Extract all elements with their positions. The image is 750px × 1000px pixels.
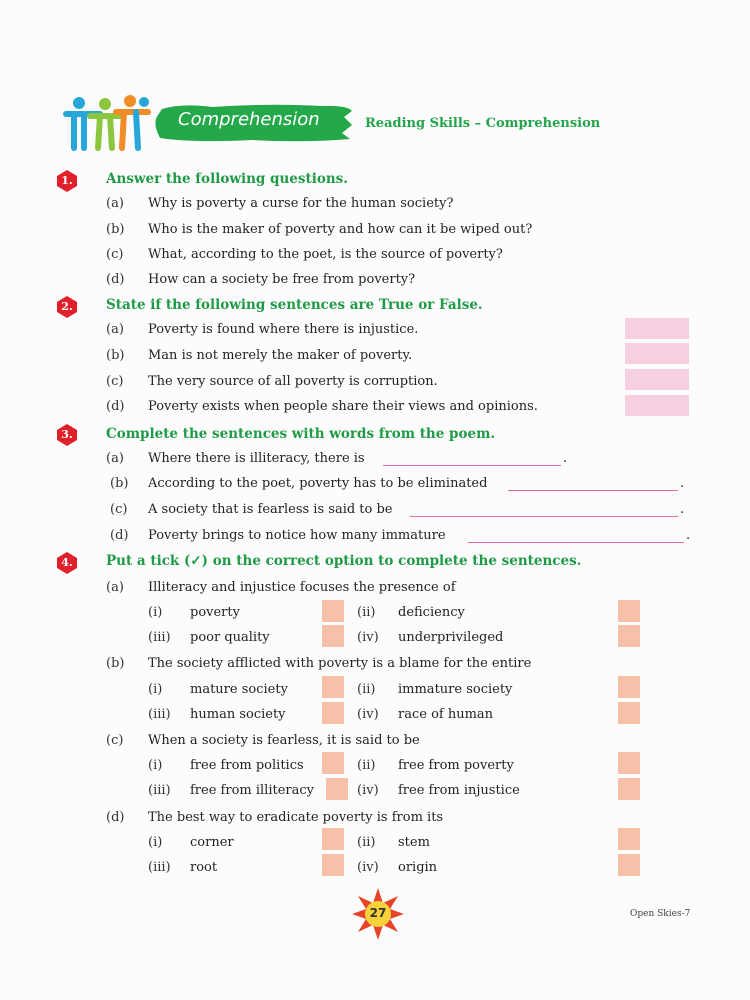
mcq-stem: Illiteracy and injustice focuses the presence of (148, 580, 456, 595)
sentence-text: Poverty brings to notice how many immature (148, 528, 446, 543)
section-banner-title: Comprehension (178, 109, 320, 130)
option-text: mature society (190, 682, 288, 697)
tick-box[interactable] (322, 828, 344, 850)
sentence-end-mark: . (680, 476, 685, 491)
option-label: (iii) (148, 630, 171, 645)
tick-box[interactable] (322, 676, 344, 698)
option-label: (iv) (357, 630, 379, 645)
item-label: (c) (106, 374, 124, 389)
item-label: (d) (106, 810, 125, 825)
option-label: (iv) (357, 707, 379, 722)
question-text: How can a society be free from poverty? (148, 272, 416, 287)
sentence-text: A society that is fearless is said to be (148, 502, 393, 517)
option-text: immature society (398, 682, 513, 697)
item-label: (d) (106, 399, 125, 414)
section-subtitle: Reading Skills – Comprehension (365, 116, 601, 131)
item-label: (a) (106, 451, 124, 466)
sentence-end-mark: . (680, 502, 685, 517)
item-label: (c) (110, 502, 128, 517)
option-text: poor quality (190, 630, 270, 645)
item-label: (d) (106, 272, 125, 287)
option-text: poverty (190, 605, 240, 620)
sentence-text: Where there is illiteracy, there is (148, 451, 365, 466)
tick-box[interactable] (618, 625, 640, 647)
statement-text: Man is not merely the maker of poverty. (148, 348, 413, 363)
option-text: origin (398, 860, 438, 875)
sentence-end-mark: . (686, 528, 691, 543)
question-text: Why is poverty a curse for the human society? (148, 196, 454, 211)
sentence-end-mark: . (563, 451, 568, 466)
statement-text: The very source of all poverty is corruption. (148, 374, 438, 389)
fill-blank-line[interactable] (410, 516, 678, 517)
option-text: race of human (398, 707, 494, 722)
option-text: root (190, 860, 218, 875)
question-1-heading: Answer the following questions. (106, 171, 348, 187)
option-text: underprivileged (398, 630, 504, 645)
item-label: (a) (106, 196, 124, 211)
option-label: (ii) (357, 835, 376, 850)
mcq-stem: When a society is fearless, it is said to be (148, 733, 420, 748)
true-false-answer-box[interactable] (625, 395, 689, 416)
option-text: human society (190, 707, 286, 722)
item-label: (a) (106, 580, 124, 595)
option-label: (ii) (357, 605, 376, 620)
true-false-answer-box[interactable] (625, 369, 689, 390)
option-label: (ii) (357, 758, 376, 773)
item-label: (b) (106, 222, 125, 237)
option-text: stem (398, 835, 430, 850)
tick-box[interactable] (326, 778, 348, 800)
option-text: free from injustice (398, 783, 520, 798)
option-text: free from politics (190, 758, 304, 773)
option-label: (iv) (357, 860, 379, 875)
item-label: (d) (110, 528, 129, 543)
option-text: free from illiteracy (190, 783, 314, 798)
item-label: (b) (110, 476, 129, 491)
question-text: What, according to the poet, is the source of poverty? (148, 247, 503, 262)
option-text: deficiency (398, 605, 465, 620)
option-text: free from poverty (398, 758, 514, 773)
tick-box[interactable] (322, 600, 344, 622)
tick-box[interactable] (618, 828, 640, 850)
tick-box[interactable] (618, 778, 640, 800)
tick-box[interactable] (322, 702, 344, 724)
question-2-badge: 2. (56, 296, 78, 318)
option-label: (i) (148, 758, 163, 773)
item-label: (c) (106, 247, 124, 262)
true-false-answer-box[interactable] (625, 318, 689, 339)
tick-box[interactable] (618, 702, 640, 724)
item-label: (b) (106, 656, 125, 671)
option-label: (i) (148, 835, 163, 850)
true-false-answer-box[interactable] (625, 343, 689, 364)
statement-text: Poverty exists when people share their views and opinions. (148, 399, 538, 414)
question-3-heading: Complete the sentences with words from the poem. (106, 426, 496, 442)
item-label: (b) (106, 348, 125, 363)
statement-text: Poverty is found where there is injustice. (148, 322, 419, 337)
option-label: (iii) (148, 783, 171, 798)
option-label: (iii) (148, 707, 171, 722)
tick-box[interactable] (322, 752, 344, 774)
option-label: (i) (148, 605, 163, 620)
item-label: (c) (106, 733, 124, 748)
fill-blank-line[interactable] (508, 490, 678, 491)
question-3-badge: 3. (56, 424, 78, 446)
option-label: (i) (148, 682, 163, 697)
sentence-text: According to the poet, poverty has to be eliminated (148, 476, 488, 491)
question-2-heading: State if the following sentences are True or False. (106, 297, 483, 313)
mcq-stem: The society afflicted with poverty is a blame for the entire (148, 656, 532, 671)
question-4-badge: 4. (56, 552, 78, 574)
fill-blank-line[interactable] (468, 542, 684, 543)
option-text: corner (190, 835, 234, 850)
tick-box[interactable] (322, 854, 344, 876)
question-1-badge: 1. (56, 170, 78, 192)
book-series-label: Open Skies-7 (630, 909, 691, 919)
tick-box[interactable] (618, 676, 640, 698)
option-label: (iv) (357, 783, 379, 798)
option-label: (ii) (357, 682, 376, 697)
option-label: (iii) (148, 860, 171, 875)
tick-box[interactable] (322, 625, 344, 647)
tick-box[interactable] (618, 600, 640, 622)
tick-box[interactable] (618, 752, 640, 774)
question-4-heading: Put a tick (✓) on the correct option to complete the sentences. (106, 553, 582, 569)
item-label: (a) (106, 322, 124, 337)
children-group-icon (60, 94, 152, 152)
fill-blank-line[interactable] (383, 465, 561, 466)
page-number: 27 (369, 906, 387, 920)
question-text: Who is the maker of poverty and how can it be wiped out? (148, 222, 533, 237)
mcq-stem: The best way to eradicate poverty is from its (148, 810, 444, 825)
tick-box[interactable] (618, 854, 640, 876)
